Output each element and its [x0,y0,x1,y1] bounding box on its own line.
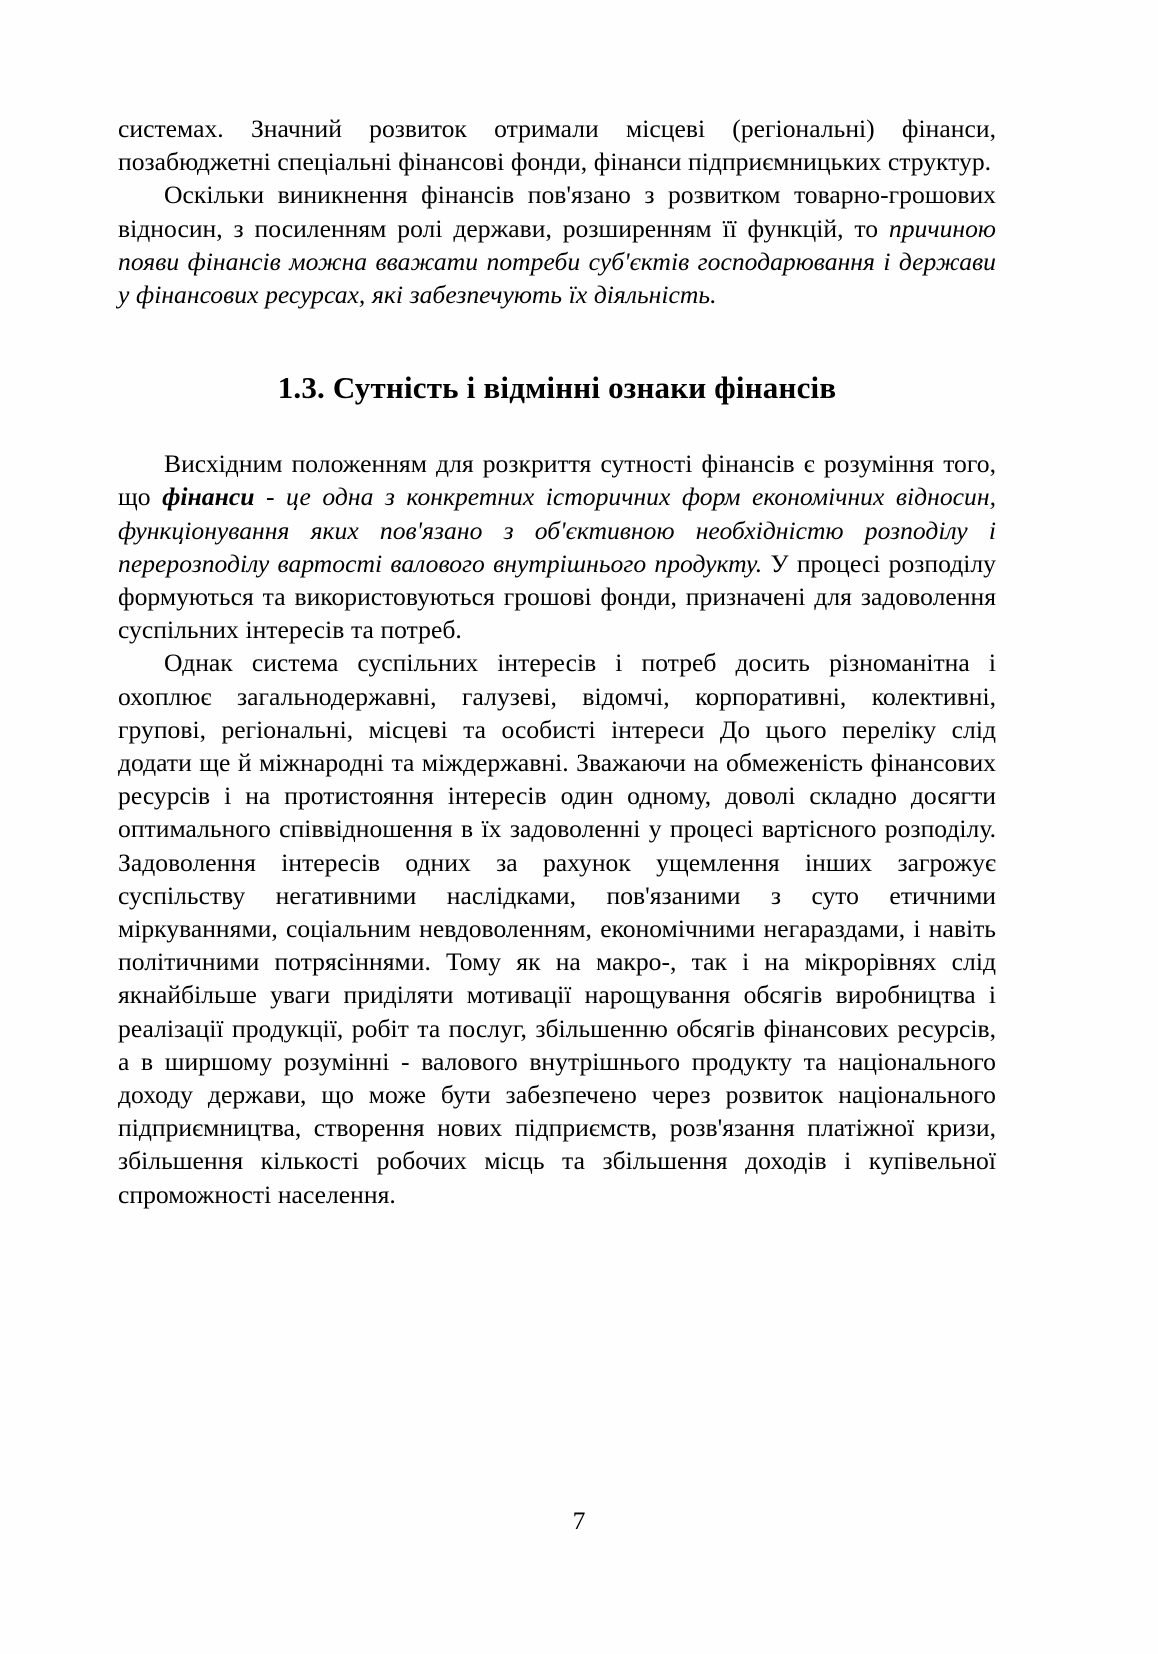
paragraph-4-run-1: Однак система суспільних інтересів і потреб досить різноманітна і охоплює загальнодержавні, галузеві, відомчі, корпоративні, колективні, групові, регіональні, місцеві та особисті інтереси До цього переліку слід додати ще й міжнародні та міждержавні. Зважаючи на обмеженість фінансових ресурсів і на протистояння інтересів один одному, доволі складно досягти оптимального співвідношення в їх задоволенні у процесі вартісного розподілу. Задоволення інтересів одних за рахунок ущемлення інших загрожує суспільству негативними наслідками, пов'язаними з суто етичними міркуваннями, соціальним невдоволенням, економічними негараздами, і навіть політичними потрясіннями. Тому як на макро-, так і на мікрорівнях слід якнайбільше уваги приділяти мотивації нарощування обсягів виробництва і реалізації продукції, робіт та послуг, збільшенню обсягів фінансових ресурсів, а в ширшому розумінні - валового внутрішнього продукту та національного доходу держави, що може бути забезпечено через розвиток національного підприємництва, створення нових підприємств, розв'язання платіжної кризи, збільшення кількості робочих місць та збільшення доходів і купівельної спроможності населення. [118,648,996,1209]
paragraph-2-run-2-italic: причиною появи фінансів можна вважати потреби суб'єктів господарювання і держави у фінансових ресурсах, які забезпечують їх діяльність. [118,213,996,310]
paragraph-3-run-2-term: фінанси [162,482,255,512]
paragraph-3 [118,447,996,646]
page-number: 7 [572,1506,586,1535]
section-heading: 1.3. Сутність і відмінні ознаки фінансів [277,370,837,406]
paragraph-1-run-1: системах. Значний розвиток отримали місцеві (регіональні) фінанси, позабюджетні спеціальні фінансові фонди, фінанси підприємницьких структур. [118,114,996,177]
paragraph-4 [118,646,996,1210]
paragraph-2 [118,178,996,311]
paragraph-3-run-3-italic: - це одна з конкретних історичних форм економічних відносин, функціонування яких пов'язано з об'єктивною необхідністю розподілу і перерозподілу вартості валового внутрішнього продукту. [118,482,996,578]
paragraph-3-run-4: У процесі розподілу формуються та використовуються грошові фонди, призначені для задоволення суспільних інтересів та потреб. [118,548,996,645]
paragraph-1 [118,112,996,178]
paragraph-2-run-1: Оскільки виникнення фінансів пов'язано з розвитком товарно-грошових відносин, з посиленням ролі держави, розширенням її функцій, то [118,180,996,243]
spacer-below-heading [118,407,996,447]
text-column [118,112,996,1211]
paragraph-3-run-1: Висхідним положенням для розкриття сутності фінансів є розуміння того, що [118,449,996,512]
spacer-above-heading [118,311,996,369]
